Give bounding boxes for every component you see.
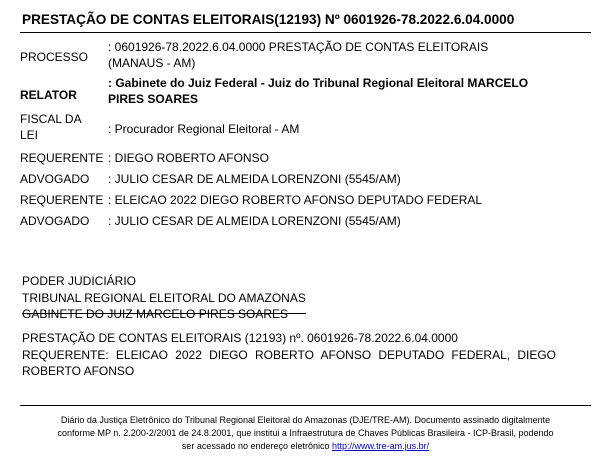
- field-row-relator: [20, 75, 528, 111]
- field-label: RELATOR: [20, 88, 77, 102]
- field-row-fiscal: [20, 111, 528, 147]
- field-label: REQUERENTE: [20, 192, 104, 207]
- field-value: : JULIO CESAR DE ALMEIDA LORENZONI (5545/AM): [108, 213, 401, 228]
- footer-line: conforme MP n. 2.200-2/2001 de 24.8.2001, que institui a Infraestrutura de Chaves Públicas Brasileira - ICP-Brasil, podendo: [57, 428, 554, 438]
- field-label: [20, 111, 108, 147]
- field-label-line: FISCAL DA: [20, 112, 82, 126]
- title-divider: [20, 32, 591, 33]
- field-label: PROCESSO: [20, 50, 89, 64]
- field-value: : ELEICAO 2022 DIEGO ROBERTO AFONSO DEPUTADO FEDERAL: [108, 192, 483, 207]
- field-row-processo: [20, 39, 528, 75]
- footer-line: Diário da Justiça Eletrônico do Tribunal Regional Eleitoral do Amazonas (DJE/TRE-AM). Documento assinado digitalmente: [60, 415, 551, 425]
- body-line: PRESTAÇÃO DE CONTAS ELEITORAIS (12193) nº. 0601926-78.2022.6.04.0000: [22, 331, 458, 345]
- footer-divider: [20, 405, 591, 406]
- field-label: ADVOGADO: [20, 171, 90, 186]
- field-row-advogado: [20, 168, 528, 189]
- court-block-underline: [22, 313, 306, 314]
- body-line: REQUERENTE: ELEICAO 2022 DIEGO ROBERTO AFONSO DEPUTADO FEDERAL, DIEGO ROBERTO AFONSO: [22, 347, 556, 378]
- field-value: : Procurador Regional Eleitoral - AM: [108, 122, 300, 136]
- field-row-requerente: [20, 189, 528, 210]
- field-row-advogado: [20, 210, 528, 231]
- field-value: [108, 75, 528, 111]
- field-value-line: : Gabinete do Juiz Federal - Juiz do Tribunal Regional Eleitoral MARCELO: [108, 76, 529, 90]
- field-label: ADVOGADO: [20, 213, 90, 228]
- page-title: PRESTAÇÃO DE CONTAS ELEITORAIS(12193) Nº 0601926-78.2022.6.04.0000: [22, 12, 515, 27]
- field-value-line: : 0601926-78.2022.6.04.0000 PRESTAÇÃO DE CONTAS ELEITORAIS: [108, 40, 489, 54]
- field-label: REQUERENTE: [20, 150, 104, 165]
- field-value: : JULIO CESAR DE ALMEIDA LORENZONI (5545/AM): [108, 171, 401, 186]
- footer-notice: [20, 414, 591, 453]
- footer-line: [20, 440, 591, 453]
- footer-link[interactable]: http://www.tre-am.jus.br/: [332, 441, 430, 451]
- field-value: : DIEGO ROBERTO AFONSO: [108, 150, 269, 165]
- court-line: PODER JUDICIÁRIO: [22, 274, 137, 288]
- document-body: [22, 330, 556, 380]
- field-label-line: LEI: [20, 128, 39, 142]
- footer-text: ser acessado no endereço eletrônico: [181, 441, 330, 451]
- field-value: [108, 39, 528, 75]
- court-header-block: [22, 273, 306, 323]
- process-fields-table: [20, 39, 528, 231]
- court-line: GABINETE DO JUIZ MARCELO PIRES SOARES: [22, 307, 289, 321]
- court-line: TRIBUNAL REGIONAL ELEITORAL DO AMAZONAS: [22, 290, 306, 305]
- field-value-line: PIRES SOARES: [108, 92, 199, 106]
- field-value-line: (MANAUS - AM): [108, 56, 196, 70]
- field-row-requerente: [20, 147, 528, 168]
